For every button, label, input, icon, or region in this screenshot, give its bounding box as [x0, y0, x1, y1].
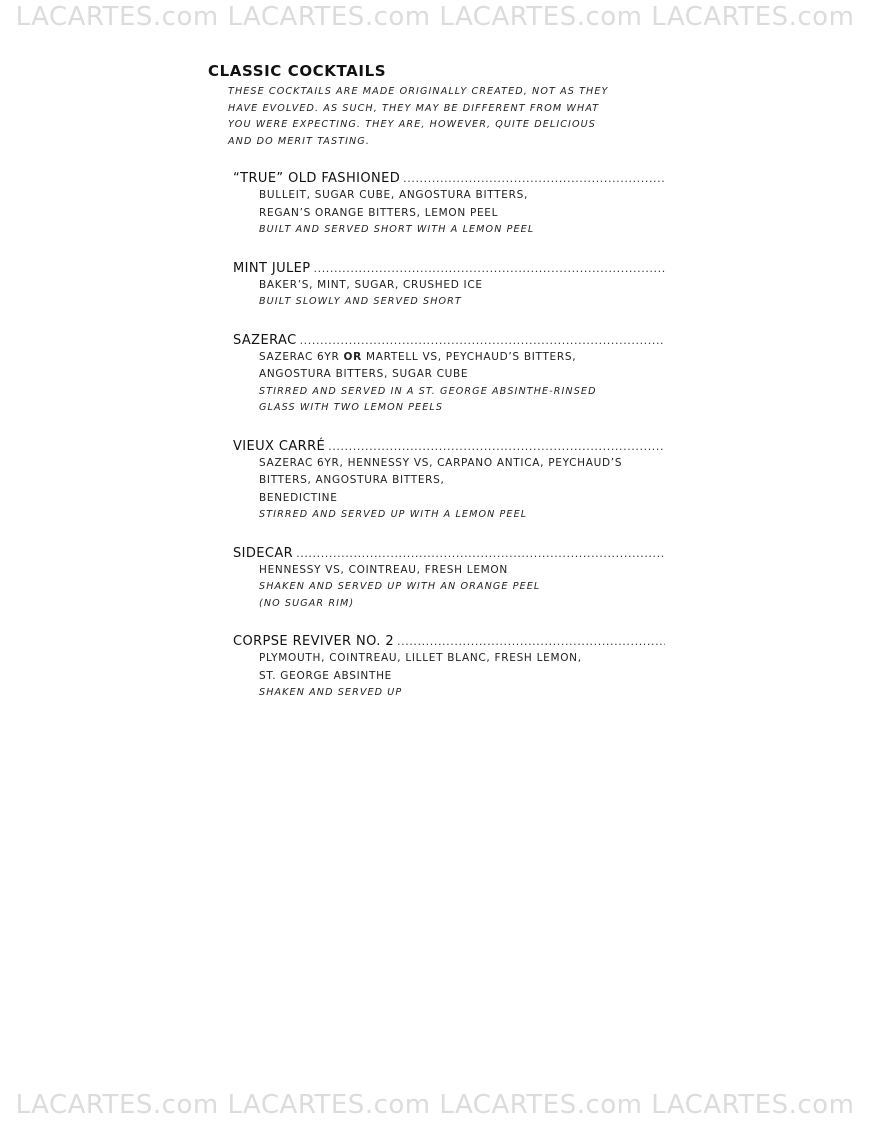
preparation-note: SHAKEN AND SERVED UP WITH AN ORANGE PEEL: [259, 581, 541, 592]
cocktail-item-mint-julep: [233, 260, 665, 311]
cocktail-name: VIEUX CARRÉ: [233, 438, 326, 454]
cocktail-item-sidecar: [233, 545, 665, 613]
section-title: CLASSIC COCKTAILS: [208, 62, 387, 80]
preparation-note: BUILT SLOWLY AND SERVED SHORT: [259, 296, 462, 307]
dot-leader: [397, 633, 665, 650]
preparation-note: SHAKEN AND SERVED UP: [259, 687, 403, 698]
cocktail-item-corpse-reviver: [233, 633, 665, 702]
ingredients-line: BITTERS, ANGOSTURA BITTERS,: [259, 474, 445, 486]
dot-leader: [314, 260, 666, 277]
intro-line: AND DO MERIT TASTING.: [228, 135, 370, 147]
watermark-top: LACARTES.com LACARTES.com LACARTES.com LACARTES.com: [15, 2, 855, 32]
cocktail-item-sazerac: [233, 332, 665, 417]
cocktail-title: [233, 170, 665, 187]
ingredients-line: HENNESSY VS, COINTREAU, FRESH LEMON: [259, 563, 508, 576]
preparation-note: (NO SUGAR RIM): [259, 597, 355, 609]
cocktail-item-old-fashioned: [233, 170, 665, 239]
ingredients-line: REGAN’S ORANGE BITTERS, LEMON PEEL: [259, 206, 499, 219]
cocktail-title: [233, 633, 665, 650]
preparation-note: BUILT AND SERVED SHORT WITH A LEMON PEEL: [259, 224, 535, 235]
preparation-note: STIRRED AND SERVED UP WITH A LEMON PEEL: [259, 509, 528, 520]
cocktail-name: MINT JULEP: [233, 260, 311, 276]
intro-line: HAVE EVOLVED. AS SUCH, THEY MAY BE DIFFERENT FROM WHAT: [228, 102, 600, 114]
ingredients-line: BULLEIT, SUGAR CUBE, ANGOSTURA BITTERS,: [259, 189, 529, 201]
or-emphasis: OR: [343, 350, 362, 363]
cocktail-title: [233, 332, 665, 349]
cocktail-list: [233, 170, 665, 702]
cocktail-name: SAZERAC: [233, 332, 297, 348]
cocktail-menu: [208, 62, 688, 723]
section-intro: [228, 84, 688, 150]
intro-line: THESE COCKTAILS ARE MADE ORIGINALLY CREATED, NOT AS THEY: [228, 86, 609, 97]
cocktail-title: [233, 260, 665, 277]
cocktail-name: “TRUE” OLD FASHIONED: [233, 171, 401, 186]
ingredients-line: BENEDICTINE: [259, 491, 338, 504]
ingredients-line: BAKER’S, MINT, SUGAR, CRUSHED ICE: [259, 278, 483, 291]
dot-leader: [296, 545, 665, 562]
watermark-bottom: LACARTES.com LACARTES.com LACARTES.com LACARTES.com: [15, 1090, 855, 1120]
dot-leader: [300, 332, 665, 349]
intro-line: YOU WERE EXPECTING. THEY ARE, HOWEVER, QUITE DELICIOUS: [228, 119, 596, 130]
dot-leader: [328, 438, 665, 455]
ingredients-line: SAZERAC 6YR OR MARTELL VS, PEYCHAUD’S BITTERS,: [259, 350, 577, 363]
ingredients-line: ANGOSTURA BITTERS, SUGAR CUBE: [259, 368, 469, 380]
cocktail-title: [233, 438, 665, 455]
dot-leader: [403, 170, 665, 187]
preparation-note: STIRRED AND SERVED IN A ST. GEORGE ABSINTHE-RINSED: [259, 385, 597, 397]
cocktail-name: CORPSE REVIVER NO. 2: [233, 634, 394, 649]
cocktail-item-vieux-carre: [233, 438, 665, 524]
ingredients-line: ST. GEORGE ABSINTHE: [259, 669, 393, 682]
preparation-note: GLASS WITH TWO LEMON PEELS: [259, 402, 444, 413]
cocktail-name: SIDECAR: [233, 545, 294, 561]
ingredients-line: PLYMOUTH, COINTREAU, LILLET BLANC, FRESH LEMON,: [259, 652, 582, 664]
cocktail-title: [233, 545, 665, 562]
ingredients-line: SAZERAC 6YR, HENNESSY VS, CARPANO ANTICA, PEYCHAUD’S: [259, 456, 623, 469]
